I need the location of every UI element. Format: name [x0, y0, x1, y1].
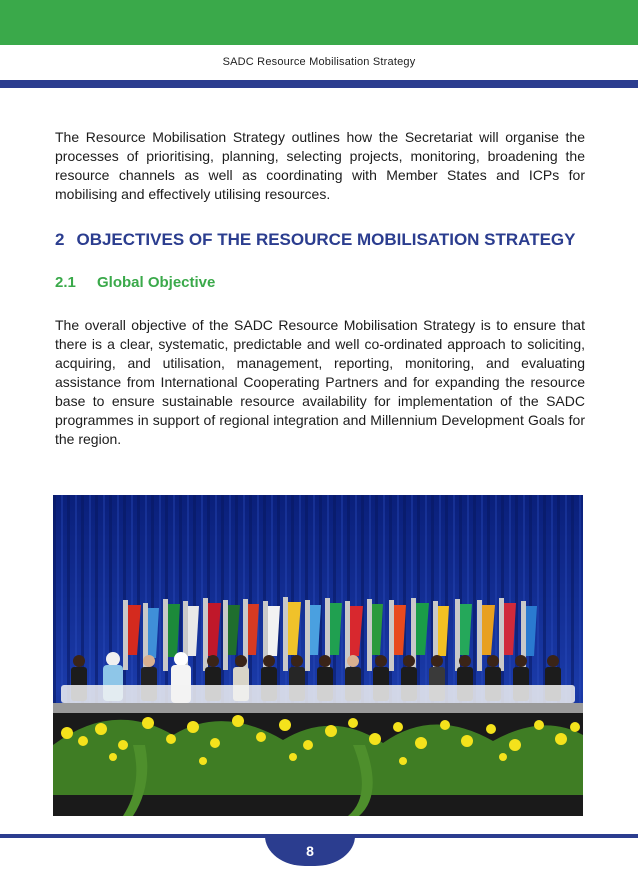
page-number: 8 [306, 843, 314, 859]
header-green-band [0, 0, 638, 45]
header-rule [0, 80, 638, 88]
section-heading [55, 230, 615, 250]
white-chairs [61, 685, 575, 703]
objective-paragraph: The overall objective of the SADC Resource Mobilisation Strategy is to ensure that there is a clear, systematic, predictable and well co-ordinated approach to soliciting, acquiring, and utilisation, management, reporting, monitoring, and evaluating assistance from International Cooperating Partners and for expanding the resource base to ensure sustainable resource availability for implementation of the SADC programmes in support of regional integration and Millennium Development Goals for the region. [55, 317, 585, 447]
subsection-heading [55, 274, 215, 291]
section-number: 2 [55, 230, 65, 249]
section-title: OBJECTIVES OF THE RESOURCE MOBILISATION STRATEGY [76, 230, 576, 249]
subsection-title: Global Objective [97, 274, 216, 291]
running-header: SADC Resource Mobilisation Strategy [222, 56, 416, 68]
intro-paragraph: The Resource Mobilisation Strategy outlines how the Secretariat will organise the processes of prioritising, planning, selecting projects, monitoring, broadening the resource channels as well as coordinating with Member States and ICPs for mobilising and effectively utilising resources. [55, 129, 585, 202]
summit-photo-illustration [53, 495, 583, 816]
page-number-tab [265, 836, 355, 866]
summit-photo [53, 495, 583, 816]
subsection-number: 2.1 [55, 274, 76, 291]
